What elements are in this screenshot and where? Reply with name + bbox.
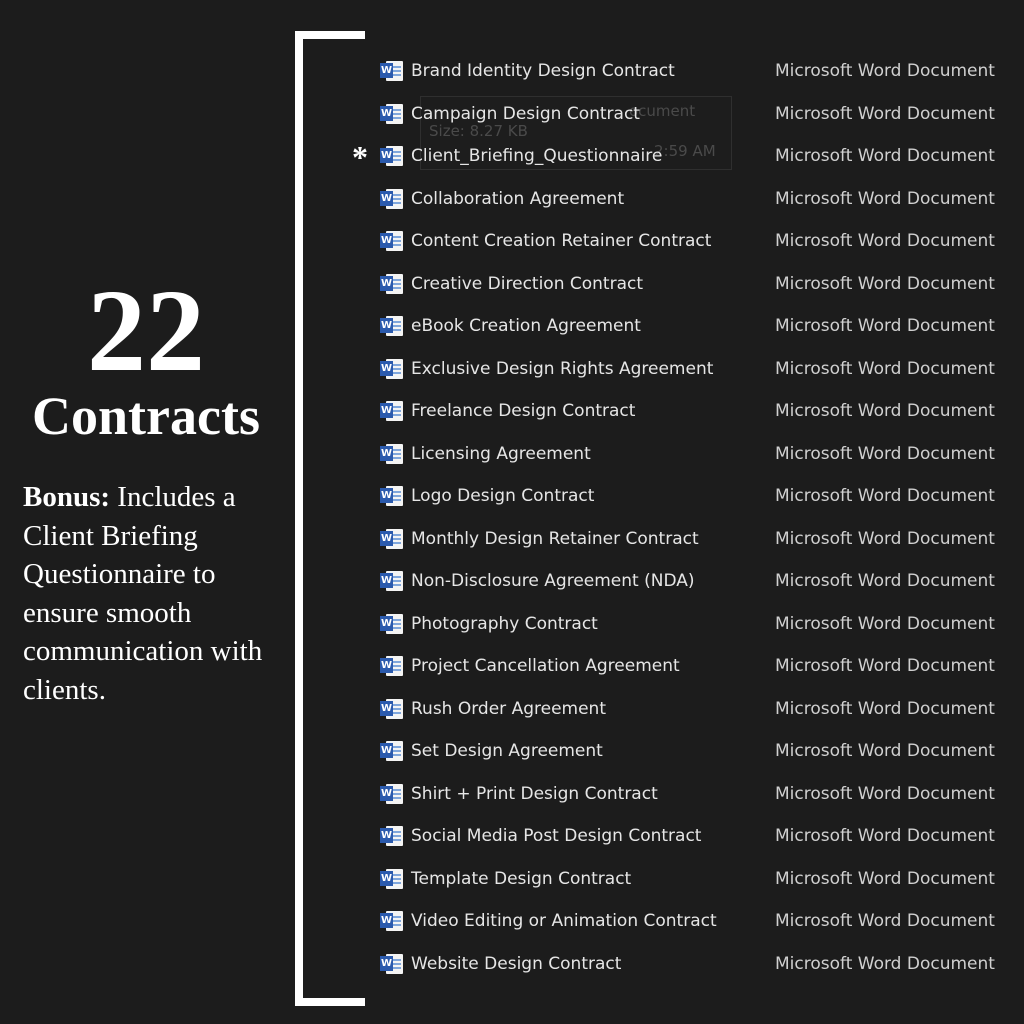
- word-document-icon: W: [380, 273, 404, 295]
- file-name[interactable]: Project Cancellation Agreement: [411, 656, 680, 676]
- bonus-text: Includes a Client Briefing Questionnaire to ensure smooth communication with clients.: [23, 481, 263, 706]
- file-name[interactable]: Creative Direction Contract: [411, 273, 644, 294]
- file-type: Microsoft Word Document: [775, 911, 995, 931]
- word-document-icon: W: [380, 825, 404, 847]
- file-row[interactable]: [0, 220, 1024, 262]
- file-name[interactable]: Licensing Agreement: [411, 443, 591, 464]
- file-type: Microsoft Word Document: [775, 571, 995, 591]
- file-row[interactable]: [0, 178, 1024, 220]
- word-document-icon: W: [380, 570, 404, 592]
- file-row[interactable]: [0, 50, 1024, 92]
- file-type: Microsoft Word Document: [775, 358, 995, 379]
- file-type: Microsoft Word Document: [775, 953, 995, 974]
- file-row[interactable]: [0, 135, 1024, 177]
- file-type: Microsoft Word Document: [775, 103, 995, 124]
- file-name[interactable]: Logo Design Contract: [411, 486, 595, 506]
- file-type: Microsoft Word Document: [775, 698, 995, 719]
- file-type: Microsoft Word Document: [775, 231, 995, 251]
- word-document-icon: W: [380, 783, 404, 805]
- file-row[interactable]: [0, 475, 1024, 517]
- file-type: Microsoft Word Document: [775, 401, 995, 421]
- word-document-icon: W: [380, 528, 404, 550]
- word-document-icon: W: [380, 613, 404, 635]
- tooltip-size: Size: 8.27 KB: [429, 122, 528, 140]
- bonus-marker: *: [352, 139, 368, 175]
- file-row[interactable]: [0, 390, 1024, 432]
- file-type: Microsoft Word Document: [775, 741, 995, 761]
- word-document-icon: W: [380, 145, 404, 167]
- file-name[interactable]: Freelance Design Contract: [411, 401, 636, 421]
- file-row[interactable]: [0, 560, 1024, 602]
- file-name[interactable]: Rush Order Agreement: [411, 698, 606, 719]
- word-document-icon: W: [380, 60, 404, 82]
- file-row[interactable]: [0, 348, 1024, 390]
- contract-count: 22: [87, 265, 205, 396]
- file-row[interactable]: [0, 943, 1024, 985]
- file-type: Microsoft Word Document: [775, 273, 995, 294]
- file-name[interactable]: Social Media Post Design Contract: [411, 826, 702, 846]
- tooltip-date: 2:59 AM: [654, 142, 716, 160]
- word-document-icon: W: [380, 358, 404, 380]
- file-row[interactable]: [0, 305, 1024, 347]
- file-name[interactable]: Template Design Contract: [411, 868, 632, 889]
- file-name[interactable]: Set Design Agreement: [411, 741, 603, 761]
- file-name[interactable]: Collaboration Agreement: [411, 188, 625, 209]
- file-name[interactable]: Campaign Design Contract: [411, 103, 640, 124]
- word-document-icon: W: [380, 910, 404, 932]
- word-document-icon: W: [380, 655, 404, 677]
- file-type: Microsoft Word Document: [775, 146, 995, 166]
- file-row[interactable]: [0, 603, 1024, 645]
- file-name[interactable]: Shirt + Print Design Contract: [411, 783, 658, 804]
- file-row[interactable]: [0, 900, 1024, 942]
- file-type: Microsoft Word Document: [775, 826, 995, 846]
- file-name[interactable]: Video Editing or Animation Contract: [411, 911, 717, 931]
- word-document-icon: W: [380, 443, 404, 465]
- file-type: Microsoft Word Document: [775, 656, 995, 676]
- file-name[interactable]: Client_Briefing_Questionnaire: [411, 146, 663, 166]
- file-type: Microsoft Word Document: [775, 486, 995, 506]
- tooltip-type: ocument: [629, 102, 696, 120]
- file-type: Microsoft Word Document: [775, 61, 995, 81]
- word-document-icon: W: [380, 740, 404, 762]
- file-row[interactable]: [0, 433, 1024, 475]
- file-type: Microsoft Word Document: [775, 528, 995, 549]
- word-document-icon: W: [380, 103, 404, 125]
- file-type: Microsoft Word Document: [775, 783, 995, 804]
- file-row[interactable]: [0, 518, 1024, 560]
- word-document-icon: W: [380, 485, 404, 507]
- file-type: Microsoft Word Document: [775, 613, 995, 634]
- file-name[interactable]: eBook Creation Agreement: [411, 316, 641, 336]
- word-document-icon: W: [380, 698, 404, 720]
- file-name[interactable]: Website Design Contract: [411, 953, 622, 974]
- file-row[interactable]: [0, 773, 1024, 815]
- file-type: Microsoft Word Document: [775, 188, 995, 209]
- file-row[interactable]: [0, 263, 1024, 305]
- file-name[interactable]: Photography Contract: [411, 613, 598, 634]
- contract-count-label: Contracts: [32, 386, 260, 446]
- file-row[interactable]: [0, 815, 1024, 857]
- file-row[interactable]: [0, 730, 1024, 772]
- file-type: Microsoft Word Document: [775, 868, 995, 889]
- word-document-icon: W: [380, 315, 404, 337]
- file-name[interactable]: Monthly Design Retainer Contract: [411, 528, 699, 549]
- word-document-icon: W: [380, 868, 404, 890]
- bonus-lead: Bonus:: [23, 481, 111, 513]
- file-row[interactable]: [0, 93, 1024, 135]
- file-name[interactable]: Content Creation Retainer Contract: [411, 231, 712, 251]
- file-name[interactable]: Brand Identity Design Contract: [411, 61, 675, 81]
- file-row[interactable]: [0, 688, 1024, 730]
- file-name[interactable]: Non-Disclosure Agreement (NDA): [411, 571, 695, 591]
- word-document-icon: W: [380, 953, 404, 975]
- file-type: Microsoft Word Document: [775, 316, 995, 336]
- word-document-icon: W: [380, 230, 404, 252]
- word-document-icon: W: [380, 400, 404, 422]
- file-row[interactable]: [0, 645, 1024, 687]
- file-type: Microsoft Word Document: [775, 443, 995, 464]
- word-document-icon: W: [380, 188, 404, 210]
- file-name[interactable]: Exclusive Design Rights Agreement: [411, 358, 714, 379]
- file-row[interactable]: [0, 858, 1024, 900]
